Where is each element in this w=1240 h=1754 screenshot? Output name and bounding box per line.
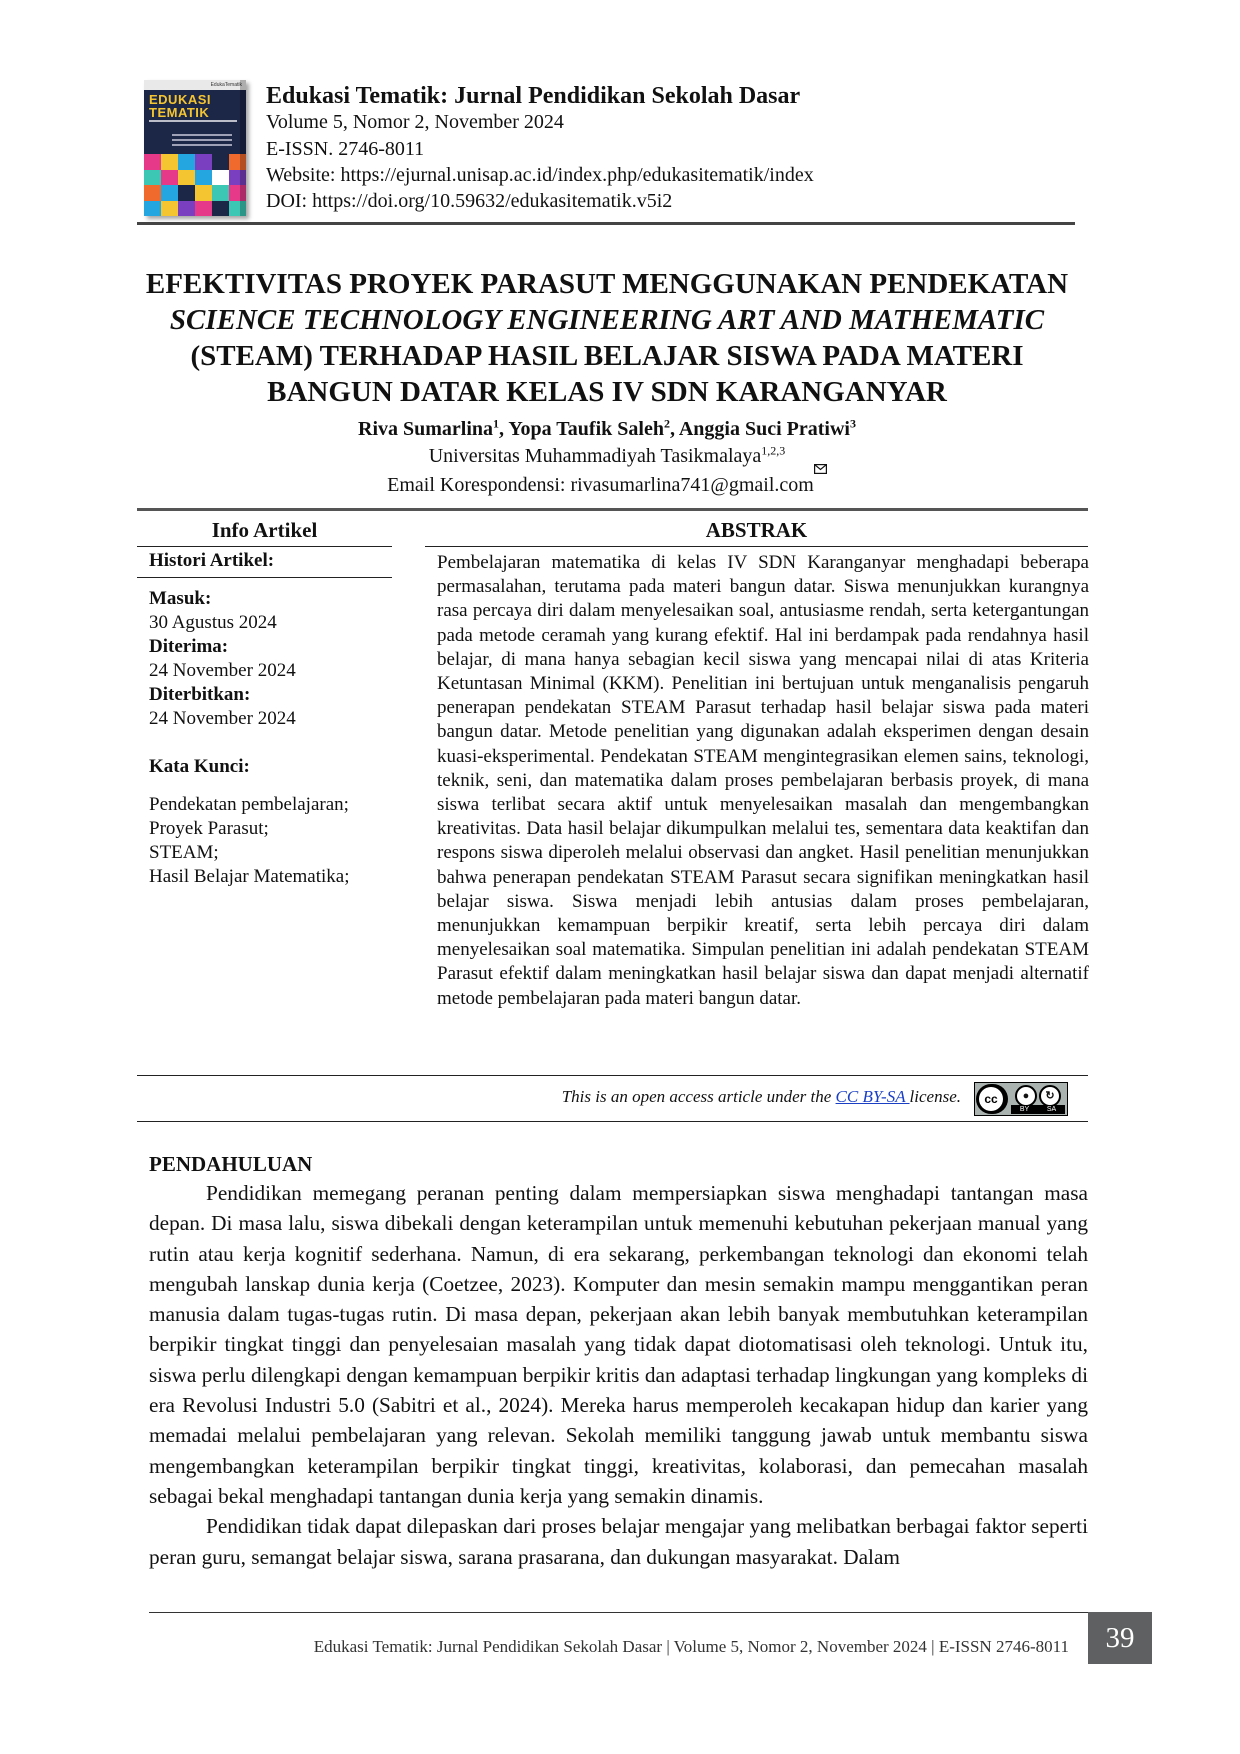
cover-spine: [240, 80, 246, 216]
share-alike-icon: ↻: [1039, 1085, 1061, 1107]
published-date: 24 November 2024: [149, 708, 296, 729]
author-name: Riva Sumarlina: [358, 418, 494, 440]
cover-tile: [161, 170, 178, 186]
cover-tile: [144, 185, 161, 201]
journal-eissn: E-ISSN. 2746-8011: [266, 138, 425, 160]
cover-decoration: [172, 134, 232, 148]
envelope-icon: [814, 464, 827, 474]
license-bottom-divider: [137, 1121, 1088, 1122]
abstract-text: Pembelajaran matematika di kelas IV SDN Karanganyar menghadapi beberapa permasalahan, terutama pada materi bangun datar. Siswa menunjukkan kurangnya rasa percaya diri dalam menyelesaikan soal, antusiasme rendah, serta ketergantungan pada metode ceramah yang kurang efektif. Hal ini berdampak pada rendahnya hasil belajar, di mana hanya sebagian kecil siswa yang mencapai nilai di atas Kriteria Ketuntasan Minimal (KKM). Penelitian ini bertujuan untuk menganalisis pengaruh penerapan pendekatan STEAM Parasut terhadap hasil belajar siswa pada materi bangun datar. Metode penelitian yang digunakan adalah eksperimen dengan desain kuasi-eksperimental. Pendekatan STEAM mengintegrasikan elemen sains, teknologi, teknik, seni, dan matematika dalam proses pembelajaran berbasis proyek, di mana siswa terlibat secara aktif untuk menyelesaikan masalah dan mengembangkan kreativitas. Data hasil belajar dikumpulkan melalui tes, sementara data keaktifan dan respons siswa diperoleh melalui observasi dan angket. Hasil penelitian menunjukkan bahwa penerapan pendekatan STEAM Parasut secara signifikan meningkatkan hasil belajar siswa. Siswa menjadi lebih antusias dalam proses pembelajaran, menunjukkan kemampuan berpikir kreatif, serta lebih percaya diri dalam menyelesaikan soal matematika. Simpulan penelitian ini adalah pendekatan STEAM Parasut efektif dalam meningkatkan hasil belajar siswa dan dapat menjadi alternatif metode pembelajaran pada materi bangun datar.: [437, 552, 1089, 1009]
cc-badge-bar: BY SA: [1011, 1105, 1065, 1114]
header-divider: [137, 222, 1075, 225]
cover-tile: [144, 201, 161, 217]
keyword: STEAM;: [149, 842, 219, 863]
accepted-date: 24 November 2024: [149, 660, 296, 681]
cover-tile: [144, 170, 161, 186]
running-footer: Edukasi Tematik: Jurnal Pendidikan Sekolah Dasar | Volume 5, Nomor 2, November 2024 | E-ISSN 2746-8011: [313, 1637, 1069, 1656]
abstract-divider: [425, 546, 1088, 547]
received-date: 30 Agustus 2024: [149, 612, 277, 633]
cover-tile: [178, 185, 195, 201]
cover-tile: [161, 201, 178, 217]
cover-tile: [212, 154, 229, 170]
history-label: Histori Artikel:: [149, 550, 275, 571]
affiliation: Universitas Muhammadiyah Tasikmalaya$^{1,2,3}$: [428, 443, 786, 467]
article-dates: [149, 587, 389, 731]
keyword-list: [149, 793, 389, 889]
cover-tile: [195, 185, 212, 201]
cover-title: EDUKASI TEMATIK: [149, 92, 212, 120]
journal-website[interactable]: Website: https://ejurnal.unisap.ac.id/index.php/edukasitematik/index: [266, 164, 814, 186]
cover-tile: [161, 154, 178, 170]
published-label: Diterbitkan:: [149, 684, 251, 705]
creative-commons-icon: cc: [976, 1084, 1008, 1114]
paragraph: Pendidikan tidak dapat dilepaskan dari proses belajar mengajar yang melibatkan berbagai faktor seperti peran guru, semangat belajar siswa, sarana prasarana, dan dukungan masyarakat. Dalam: [149, 1514, 1088, 1569]
footer-divider: [149, 1612, 1089, 1613]
correspondence-email[interactable]: Email Korespondensi: rivasumarlina741@gmail.com: [137, 472, 1077, 498]
info-heading: Info Artikel: [211, 518, 318, 542]
license-statement: This is an open access article under the CC BY-SA license.: [561, 1087, 961, 1106]
article-title: EFEKTIVITAS PROYEK PARASUT MENGGUNAKAN PENDEKATAN SCIENCE TECHNOLOGY ENGINEERING ART AND MATHEMATIC (STEAM) TERHADAP HASIL BELAJAR SISWA PADA MATERI BANGUN DATAR KELAS IV SDN KARANGANYAR: [145, 268, 1069, 408]
section-heading-introduction: PENDAHULUAN: [149, 1152, 313, 1176]
cover-top-text: EdukaTematik: [144, 80, 246, 90]
author-name: Anggia Suci Pratiwi: [678, 418, 850, 440]
keyword: Hasil Belajar Matematika;: [149, 866, 350, 887]
cover-tile: [212, 185, 229, 201]
journal-cover-image: [144, 80, 246, 216]
cover-tile: [144, 154, 161, 170]
cover-tile: [195, 170, 212, 186]
journal-volume: Volume 5, Nomor 2, November 2024: [266, 111, 564, 133]
paragraph: Pendidikan memegang peranan penting dalam mempersiapkan siswa menghadapi tantangan masa depan. Di masa lalu, siswa dibekali dengan keterampilan untuk memenuhi kebutuhan pekerjaan manual yang rutin atau kerja kognitif sederhana. Namun, di era sekarang, perkembangan teknologi dan ekonomi telah mengubah lanskap dunia kerja (Coetzee, 2023). Komputer dan mesin semakin mampu menggantikan peran manusia dalam tugas-tugas rutin. Di masa depan, pekerjaan akan lebih banyak membutuhkan keterampilan berpikir tingkat tinggi dan penyelesaian masalah yang tidak dapat diotomatisasi oleh teknologi. Untuk itu, siswa perlu dilengkapi dengan kemampuan berpikir kritis dan adaptasi terhadap lingkungan yang kompleks di era Revolusi Industri 5.0 (Sabitri et al., 2024). Mereka harus memperoleh kecakapan hidup dan karier yang memadai melalui pembelajaran yang relevan. Sekolah memiliki tanggung jawab untuk membantu siswa mengembangkan keterampilan berpikir tingkat tinggi, kreativitas, kolaborasi, dan pemecahan masalah sebagai bekal menghadapi tantangan dunia kerja yang semakin dinamis.: [149, 1181, 1088, 1508]
person-icon: ●: [1015, 1085, 1037, 1107]
author-list: Riva Sumarlina$^1$, Yopa Taufik Saleh$^2$, Anggia Suci Pratiwi$^3$: [358, 416, 856, 440]
keyword: Proyek Parasut;: [149, 818, 269, 839]
section-divider: [137, 508, 1088, 511]
journal-title: Edukasi Tematik: Jurnal Pendidikan Sekolah Dasar: [266, 83, 801, 109]
cover-tile: [195, 154, 212, 170]
cover-tile: [212, 170, 229, 186]
license-top-divider: [137, 1075, 1088, 1076]
history-divider: [137, 577, 392, 578]
cc-by-sa-badge[interactable]: [974, 1082, 1068, 1116]
cover-tile: [178, 170, 195, 186]
cover-tile: [178, 201, 195, 217]
keywords-label: Kata Kunci:: [149, 756, 250, 777]
received-label: Masuk:: [149, 588, 212, 609]
keyword: Pendekatan pembelajaran;: [149, 794, 349, 815]
cover-tile: [178, 154, 195, 170]
license-link[interactable]: CC BY-SA: [835, 1087, 910, 1106]
info-divider: [137, 546, 392, 547]
cover-tile: [161, 185, 178, 201]
introduction-body: [149, 1178, 1088, 1572]
cover-pattern: [144, 154, 246, 216]
cover-tile: [195, 201, 212, 217]
page-number: 39: [1088, 1612, 1152, 1664]
abstract-heading: ABSTRAK: [705, 518, 808, 542]
author-name: Yopa Taufik Saleh: [508, 418, 664, 440]
cover-decoration: [149, 120, 237, 122]
accepted-label: Diterima:: [149, 636, 229, 657]
journal-doi[interactable]: DOI: https://doi.org/10.59632/edukasitematik.v5i2: [266, 190, 673, 212]
cover-tile: [212, 201, 229, 217]
